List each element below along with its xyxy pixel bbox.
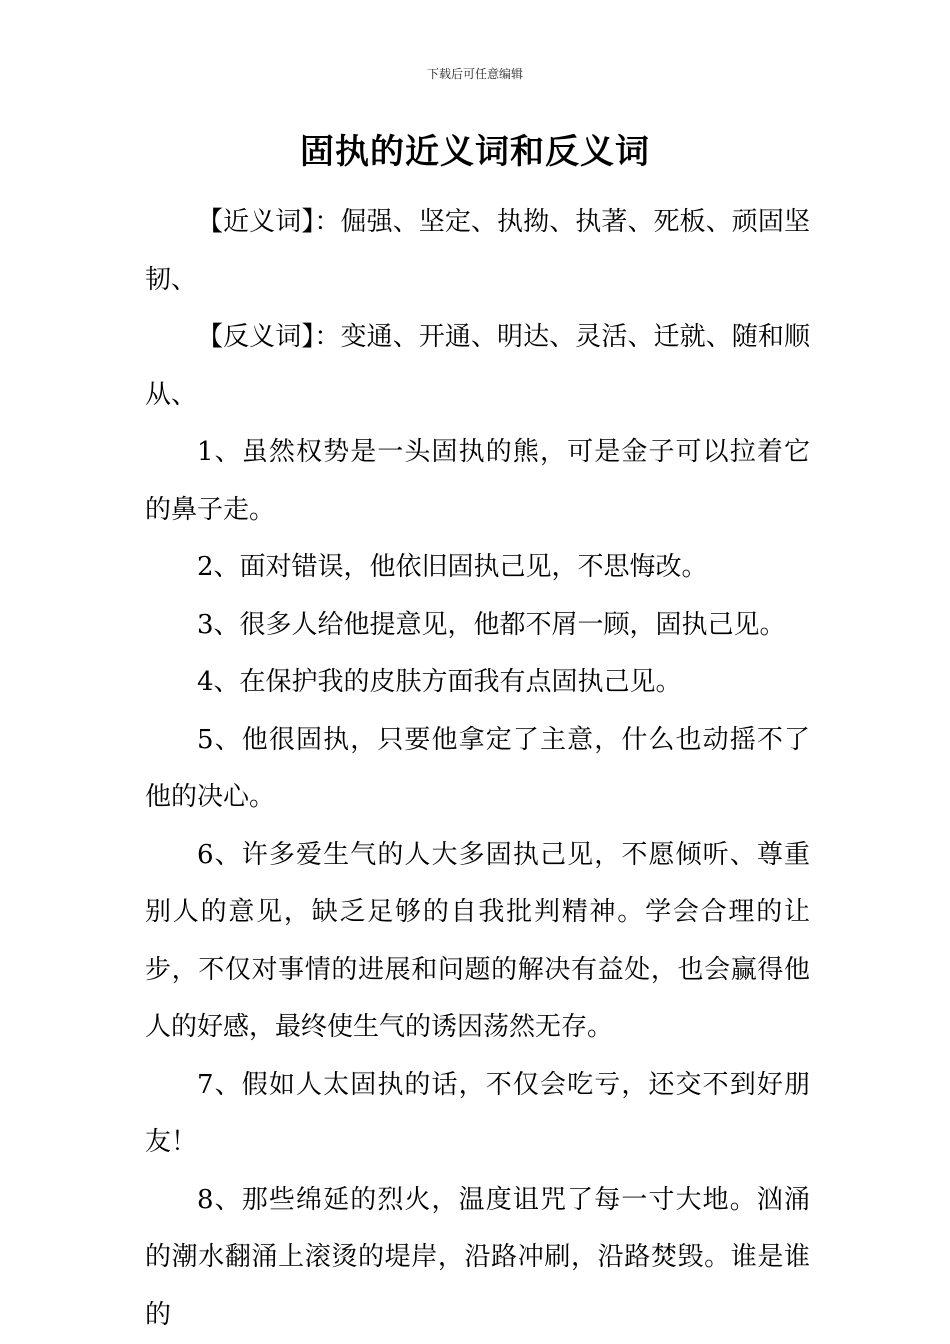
paragraph-antonyms: 【反义词】：变通、开通、明达、灵活、迁就、随和顺从、 — [145, 322, 810, 410]
document-body — [145, 194, 810, 1344]
paragraph-example-3: 3、很多人给他提意见，他都不屑一顾，固执己见。 — [197, 609, 786, 640]
paragraph-synonyms: 【近义词】：倔强、坚定、执拗、执著、死板、顽固坚韧、 — [145, 207, 810, 295]
document-title: 固执的近义词和反义词 — [300, 132, 650, 172]
paragraph-example-4: 4、在保护我的皮肤方面我有点固执己见。 — [197, 667, 682, 697]
paragraph-example-1: 1、虽然权势是一头固执的熊，可是金子可以拉着它的鼻子走。 — [145, 437, 810, 525]
header-note: 下载后可任意编辑 — [426, 67, 523, 81]
paragraph-example-2: 2、面对错误，他依旧固执己见，不思悔改。 — [197, 552, 708, 582]
paragraph-example-7: 7、假如人太固执的话，不仅会吃亏，还交不到好朋友！ — [145, 1069, 810, 1157]
paragraph-example-6: 6、许多爱生气的人大多固执己见，不愿倾听、尊重别人的意见，缺乏足够的自我批判精神。学会合理的让步，不仅对事情的进展和问题的解决有益处，也会赢得他人的好感，最终使生气的诱因荡然无存。 — [145, 839, 810, 1042]
paragraph-example-5: 5、他很固执，只要他拿定了主意，什么也动摇不了他的决心。 — [145, 724, 810, 812]
paragraph-example-8: 8、那些绵延的烈火，温度诅咒了每一寸大地。汹涌的潮水翻涌上滚烫的堤岸，沿路冲刷，沿路焚毁。谁是谁的 — [145, 1184, 810, 1330]
